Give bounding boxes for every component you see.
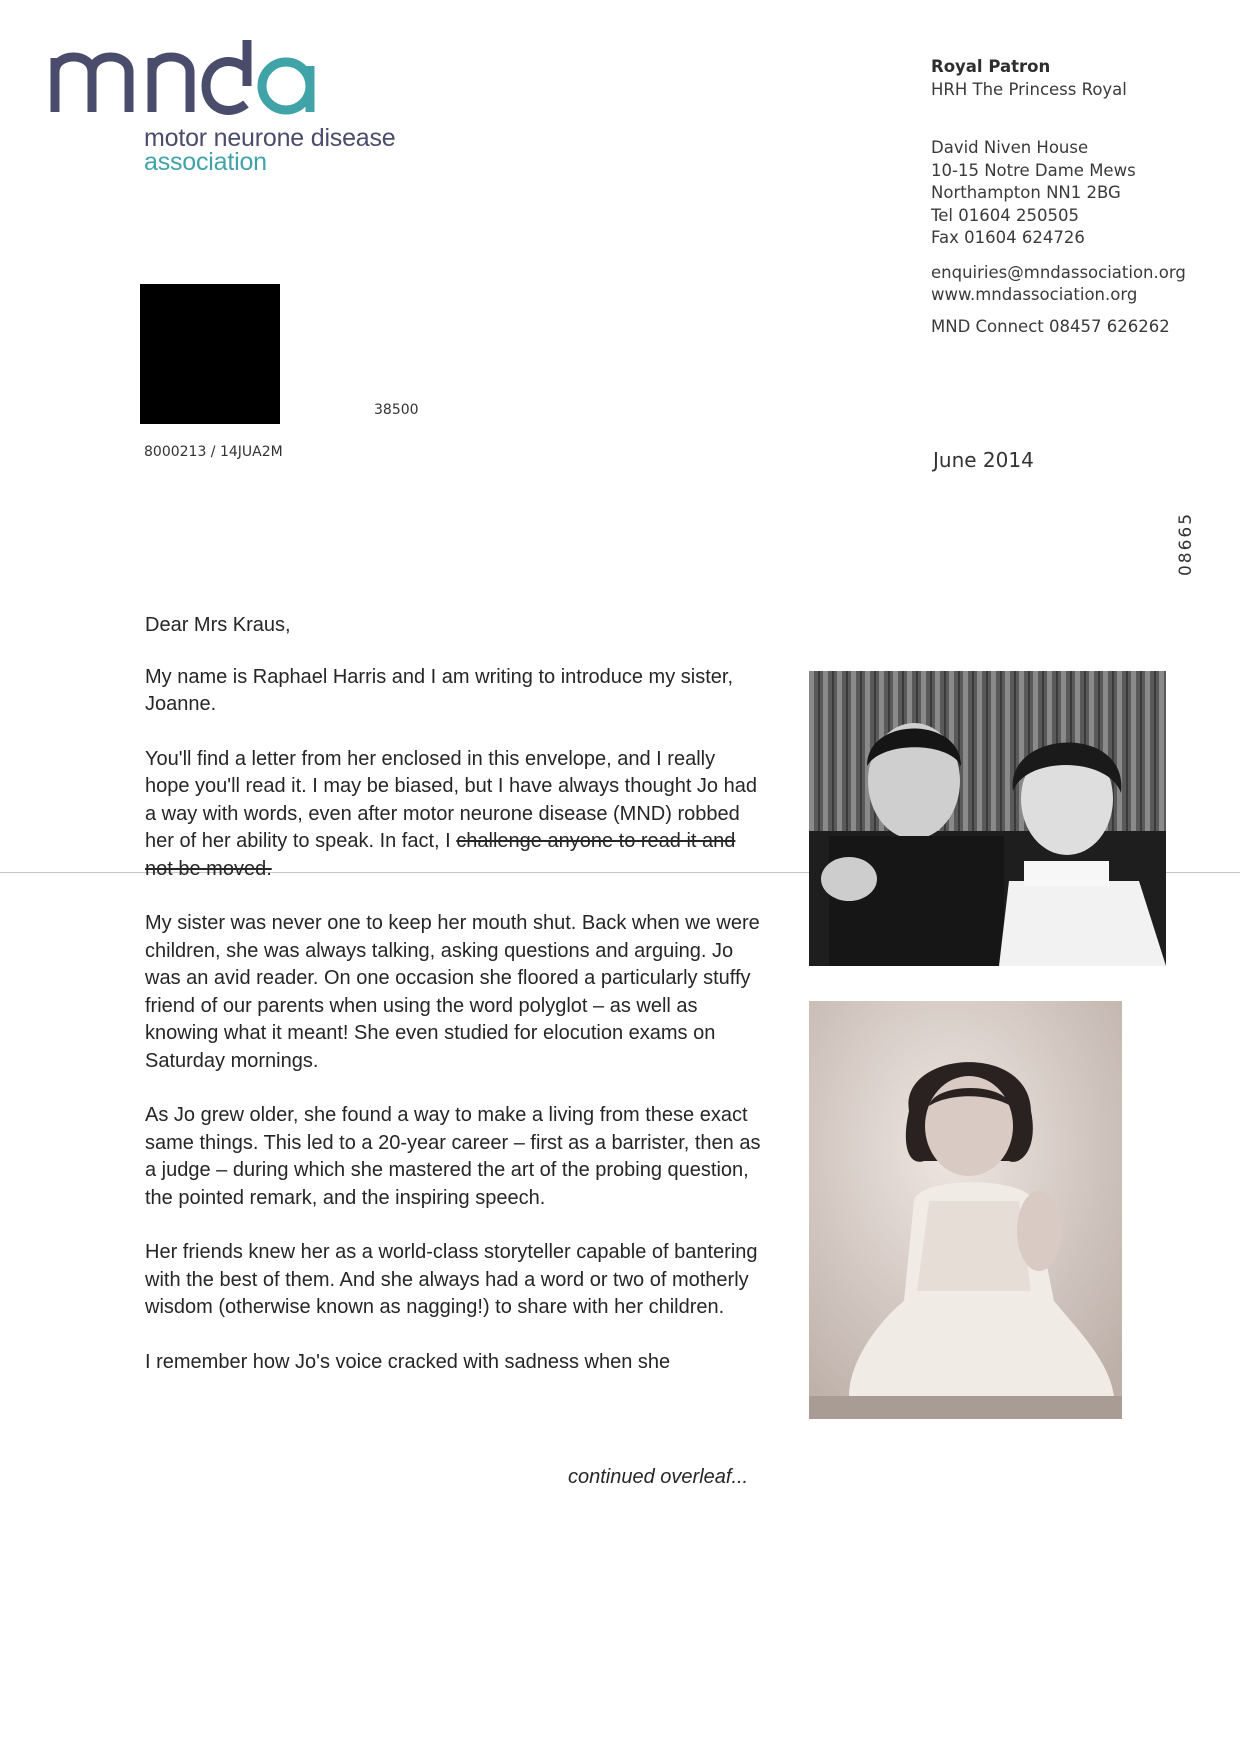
address-line: David Niven House bbox=[931, 138, 1089, 157]
paragraph: Her friends knew her as a world-class storyteller capable of bantering with the best of them. And she always had a word or two of motherly wisdom (otherwise known as nagging!) to share with her children. bbox=[145, 1241, 758, 1318]
redacted-block bbox=[140, 284, 280, 424]
mnda-wordmark-logo bbox=[50, 36, 340, 120]
letter-body bbox=[145, 612, 765, 1403]
online-contacts bbox=[931, 262, 1186, 307]
salutation: Dear Mrs Kraus, bbox=[145, 614, 291, 636]
letter-date: June 2014 bbox=[933, 448, 1034, 472]
address-line: 10-15 Notre Dame Mews bbox=[931, 160, 1136, 180]
royal-patron bbox=[931, 56, 1186, 101]
logo-tagline-line2: association bbox=[144, 148, 267, 176]
paragraph-text: You'll find a letter from her enclosed in this envelope, and I really hope you'll read it. I may be biased, but I have always thought Jo had a way with words, even after motor neurone disease (MND) robbed her of her ability to speak. In fact, I bbox=[145, 747, 757, 852]
struck-through-text: challenge anyone to read it and not be moved. bbox=[145, 830, 736, 880]
address-line: Northampton NN1 2BG bbox=[931, 183, 1121, 202]
email-address: enquiries@mndassociation.org bbox=[931, 262, 1186, 282]
mnda-logo bbox=[50, 36, 410, 176]
paragraph: As Jo grew older, she found a way to make a living from these exact same things. This led to a 20-year career – first as a barrister, then as a judge – during which she mastered the art of the probing question, the pointed remark, and the inspiring speech. bbox=[145, 1104, 761, 1209]
paragraph: I remember how Jo's voice cracked with sadness when she bbox=[145, 1350, 671, 1373]
reference-code: 8000213 / 14JUA2M bbox=[144, 444, 283, 460]
address-block bbox=[931, 56, 1186, 338]
reference-number: 38500 bbox=[374, 402, 419, 418]
patron-name: HRH The Princess Royal bbox=[931, 79, 1127, 99]
telephone: Tel 01604 250505 bbox=[931, 205, 1079, 225]
paragraph: My sister was never one to keep her mouth shut. Back when we were children, she was always talking, asking questions and arguing. Jo was an avid reader. On one occasion she floored a particularly stuffy friend of our parents when using the word polyglot – as well as knowing what it meant! She even studied for elocution exams on Saturday mornings. bbox=[145, 912, 760, 1072]
mnd-connect-number: MND Connect 08457 626262 bbox=[931, 316, 1170, 336]
postal-address bbox=[931, 137, 1186, 250]
website-url: www.mndassociation.org bbox=[931, 285, 1138, 304]
vertical-reference bbox=[1178, 508, 1208, 582]
photo-young-girl bbox=[809, 1001, 1122, 1419]
paragraph: My name is Raphael Harris and I am writing to introduce my sister, Joanne. bbox=[145, 665, 733, 715]
vertical-reference-text: 08665 bbox=[1176, 511, 1197, 577]
patron-title: Royal Patron bbox=[931, 57, 1051, 76]
photo-two-children bbox=[809, 671, 1166, 966]
logo-tagline-line1: motor neurone disease bbox=[144, 124, 396, 152]
paragraph bbox=[145, 746, 765, 884]
fax: Fax 01604 624726 bbox=[931, 228, 1085, 247]
continued-overleaf: continued overleaf... bbox=[568, 1466, 749, 1488]
